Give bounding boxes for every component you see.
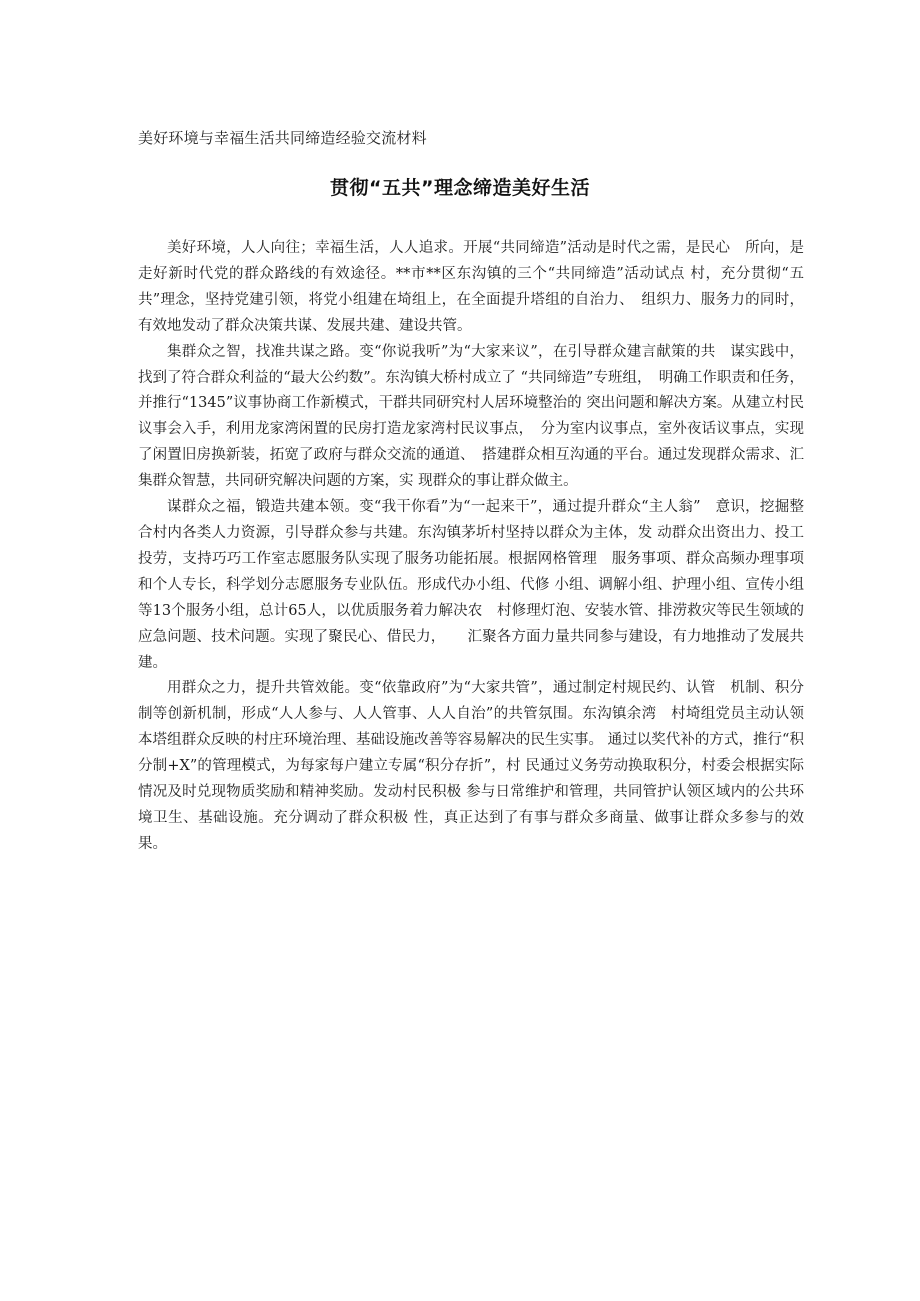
paragraph-intro: 美好环境，人人向往；幸福生活，人人追求。开展“共同缔造”活动是时代之需，是民心 所向，是走好新时代党的群众路线的有效途径。**市**区东沟镇的三个“共同缔造”活动试点 村，充分贯彻“五共”理念，坚持党建引领，将党小组建在埼组上，在全面提升塔组的自治力、 组织力、服务力的同时，有效地发动了群众决策共谋、发展共建、建设共管。 <box>138 240 804 334</box>
document-title: 贯彻“五共”理念缔造美好生活 <box>330 177 590 199</box>
paragraph-joint-building: 谋群众之福，锻造共建本领。变“我干你看”为“一起来干”，通过提升群众“主人翁” 意识，挖掘整合村内各类人力资源，引导群众参与共建。东沟镇茅圻村坚持以群众为主体，发 动群众出资出力、投工投劳，支持巧巧工作室志愿服务队实现了服务功能拓展。根据网格管理 服务事项、群众高频办理事项和个人专长，科学划分志愿服务专业队伍。形成代办小组、代修 小组、调解小组、护理小组、宣传小组等13个服务小组，总计65人，以优质服务着力解决农 村修理灯泡、安装水管、排涝救灾等民生领域的应急问题、技术问题。实现了聚民心、借民力， 汇聚各方面力量共同参与建设，有力地推动了发展共建。 <box>138 499 804 671</box>
paragraph-joint-management: 用群众之力，提升共管效能。变“依靠政府”为“大家共管”，通过制定村规民约、认管 机制、积分制等创新机制，形成“人人参与、人人管事、人人自治”的共管氛围。东沟镇余湾 村埼组党员主动认领本塔组群众反映的村庄环境治理、基础设施改善等容易解决的民生实事。 通过以奖代补的方式，推行“积分制+X”的管理模式，为每家每户建立专属“积分存折”，村 民通过义务劳动换取积分，村委会根据实际情况及时兑现物质奖励和精神奖励。发动村民积极 参与日常维护和管理，共同管护认领区域内的公共环境卫生、基础设施。充分调动了群众积极 性，真正达到了有事与群众多商量、做事让群众多参与的效果。 <box>138 680 804 852</box>
document-header: 美好环境与幸福生活共同缔造经验交流材料 <box>138 129 427 147</box>
paragraph-joint-planning: 集群众之智，找准共谋之路。变“你说我听”为“大家来议”，在引导群众建言献策的共 谋实践中，找到了符合群众利益的“最大公约数”。东沟镇大桥村成立了 “共同缔造”专班组， 明确工作职责和任务，并推行“1345”议事协商工作新模式，干群共同研究村人居环境整治的 突出问题和解决方案。从建立村民议事会入手，利用龙家湾闲置的民房打造龙家湾村民议事点， 分为室内议事点，室外夜话议事点，实现了闲置旧房换新装，拓宽了政府与群众交流的通道、 搭建群众相互沟通的平台。通过发现群众需求、汇集群众智慧，共同研究解决问题的方案，实 现群众的事让群众做主。 <box>138 343 804 490</box>
document-body <box>138 236 804 858</box>
